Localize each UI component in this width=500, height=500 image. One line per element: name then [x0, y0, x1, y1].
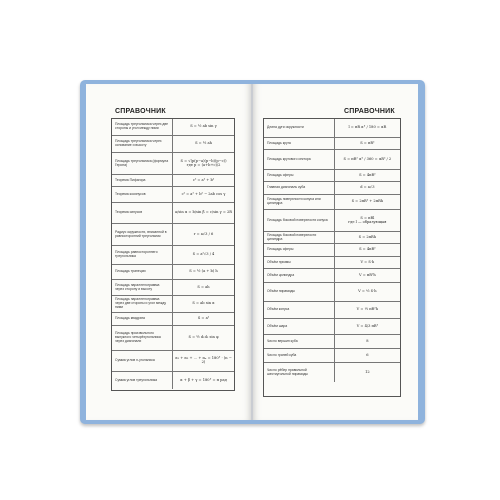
- formula-expression: S = πR²: [360, 140, 375, 145]
- formula-expression: S = 4πR²: [359, 247, 376, 252]
- formula-expression: S = ½ (a + b) h: [189, 269, 218, 274]
- formula-label: Число вершин куба: [264, 335, 335, 348]
- formula-row: [264, 349, 400, 363]
- formula-expression: V = 4/3 πR³: [356, 323, 379, 328]
- formula-row: [264, 210, 400, 232]
- formula-expression: V = S·h: [360, 259, 375, 264]
- formula-label: Теорема косинусов: [112, 187, 173, 202]
- formula-label: Площадь параллелограмма через две стороны и угол между ними: [112, 296, 173, 312]
- formula-row: [264, 244, 400, 257]
- formula-expression: c² = a² + b²: [192, 177, 215, 182]
- formula-label: Главная диагональ куба: [264, 182, 335, 194]
- formula-expression: α₁ + α₂ + … + αₙ = 180° · (n − 2): [175, 356, 232, 364]
- formula-row: [264, 319, 400, 335]
- formula-expression: S = πR² α° / 360 = αR² / 2: [343, 156, 392, 161]
- formula-row: [264, 283, 400, 302]
- formula-row: [264, 150, 400, 170]
- formula-row: [264, 138, 400, 150]
- formula-label: Площадь произвольного выпуклого четырёхугольника через диагонали: [112, 326, 173, 350]
- formula-row: [264, 302, 400, 319]
- formula-label: Площадь кругового сектора: [264, 150, 335, 169]
- formula-label: Радиус окружности, вписанной в равносторонний треугольник: [112, 224, 173, 245]
- formula-row: [112, 175, 234, 187]
- formula-row: [264, 269, 400, 283]
- formula-label: Площадь боковой поверхности цилиндра: [264, 232, 335, 243]
- formula-expression: S = 4πR²: [359, 172, 376, 177]
- formula-expression: 6: [366, 352, 369, 357]
- formula-label: Площадь круга: [264, 138, 335, 149]
- formula-expression: S = ½ ah: [195, 141, 212, 146]
- formula-row: [112, 326, 234, 351]
- formula-expression: d = a√3: [360, 185, 375, 190]
- formula-label: Площадь поверхности конуса или цилиндра: [264, 195, 335, 209]
- formula-label: Площадь треугольника через основание и высоту: [112, 136, 173, 152]
- formula-label: Объём шара: [264, 319, 335, 334]
- formula-row: [112, 246, 234, 265]
- formula-label: Число рёбер правильной шестиугольной пирамиды: [264, 363, 335, 382]
- formula-expression: 12: [365, 369, 370, 374]
- formula-expression: S = πRl где l — образующая: [348, 215, 387, 224]
- formula-label: Объём конуса: [264, 302, 335, 318]
- formula-expression: S = 2πR² + 2πRh: [351, 199, 384, 204]
- formula-row: [112, 187, 234, 203]
- formula-expression: V = ⅓ πR²h: [356, 307, 379, 312]
- formula-row: [112, 372, 234, 389]
- formula-expression: V = ⅓ S·h: [358, 289, 377, 294]
- formula-label: Число граней куба: [264, 349, 335, 362]
- formula-label: Объём пирамиды: [264, 283, 335, 301]
- formula-label: Площадь квадрата: [112, 313, 173, 325]
- formula-label: Площадь треугольника (формула Герона): [112, 153, 173, 174]
- formula-row: [112, 224, 234, 246]
- right-formula-table: [263, 118, 401, 397]
- left-formula-table: [111, 118, 235, 391]
- formula-expression: α + β + γ = 180° = π рад: [180, 377, 227, 382]
- formula-expression: S = ah: [197, 284, 210, 289]
- formula-label: Длина дуги окружности: [264, 119, 335, 137]
- formula-label: Площадь равностороннего треугольника: [112, 246, 173, 264]
- formula-row: [264, 195, 400, 210]
- formula-row: [112, 153, 234, 175]
- formula-label: Сумма углов треугольника: [112, 372, 173, 389]
- formula-row: [112, 119, 234, 136]
- formula-expression: r = a√3 / 6: [193, 231, 214, 236]
- formula-expression: V = πR²h: [358, 272, 376, 277]
- left-page-title: СПРАВОЧНИК: [115, 108, 166, 115]
- formula-row: [112, 136, 234, 153]
- formula-label: Объём цилиндра: [264, 269, 335, 282]
- formula-row: [264, 232, 400, 244]
- formula-label: Площадь параллелограмма через сторону и высоту: [112, 280, 173, 295]
- formula-row: [264, 257, 400, 269]
- formula-expression: S = √(p(p−a)(p−b)(p−c)) где p = (a+b+c)/2: [180, 158, 227, 167]
- formula-label: Сумма углов n-угольника: [112, 351, 173, 371]
- formula-row: [264, 335, 400, 349]
- formula-row: [112, 265, 234, 280]
- formula-expression: S = a²√3 / 4: [192, 252, 215, 257]
- formula-row: [112, 351, 234, 372]
- formula-expression: S = 2πRh: [358, 234, 377, 239]
- formula-row: [112, 296, 234, 313]
- formula-expression: a/sin α = b/sin β = c/sin γ = 2R: [175, 210, 232, 215]
- formula-row: [112, 280, 234, 296]
- formula-label: Площадь треугольника через две стороны и угол между ними: [112, 119, 173, 135]
- formula-label: Теорема Пифагора: [112, 175, 173, 186]
- formula-row: [264, 119, 400, 138]
- formula-label: Площадь сферы: [264, 244, 335, 256]
- formula-expression: c² = a² + b² − 2ab cos γ: [181, 191, 226, 196]
- binding-gutter: [251, 84, 253, 420]
- formula-row: [264, 170, 400, 182]
- formula-expression: l = πR α° / 180 = αR: [348, 125, 387, 130]
- formula-label: Площадь трапеции: [112, 265, 173, 279]
- formula-row: [264, 182, 400, 195]
- formula-row: [112, 313, 234, 326]
- formula-expression: S = a²: [197, 316, 210, 321]
- formula-label: Теорема синусов: [112, 203, 173, 223]
- formula-label: Площадь сферы: [264, 170, 335, 181]
- formula-expression: S = ab sin α: [192, 301, 215, 306]
- formula-label: Площадь боковой поверхности конуса: [264, 210, 335, 231]
- formula-expression: 8: [366, 338, 369, 343]
- right-page-title: СПРАВОЧНИК: [344, 108, 395, 115]
- formula-row: [112, 203, 234, 224]
- formula-row: [264, 363, 400, 382]
- formula-label: Объём призмы: [264, 257, 335, 268]
- formula-expression: S = ½ ab sin γ: [190, 124, 217, 129]
- formula-expression: S = ½ d₁d₂ sin φ: [188, 335, 219, 340]
